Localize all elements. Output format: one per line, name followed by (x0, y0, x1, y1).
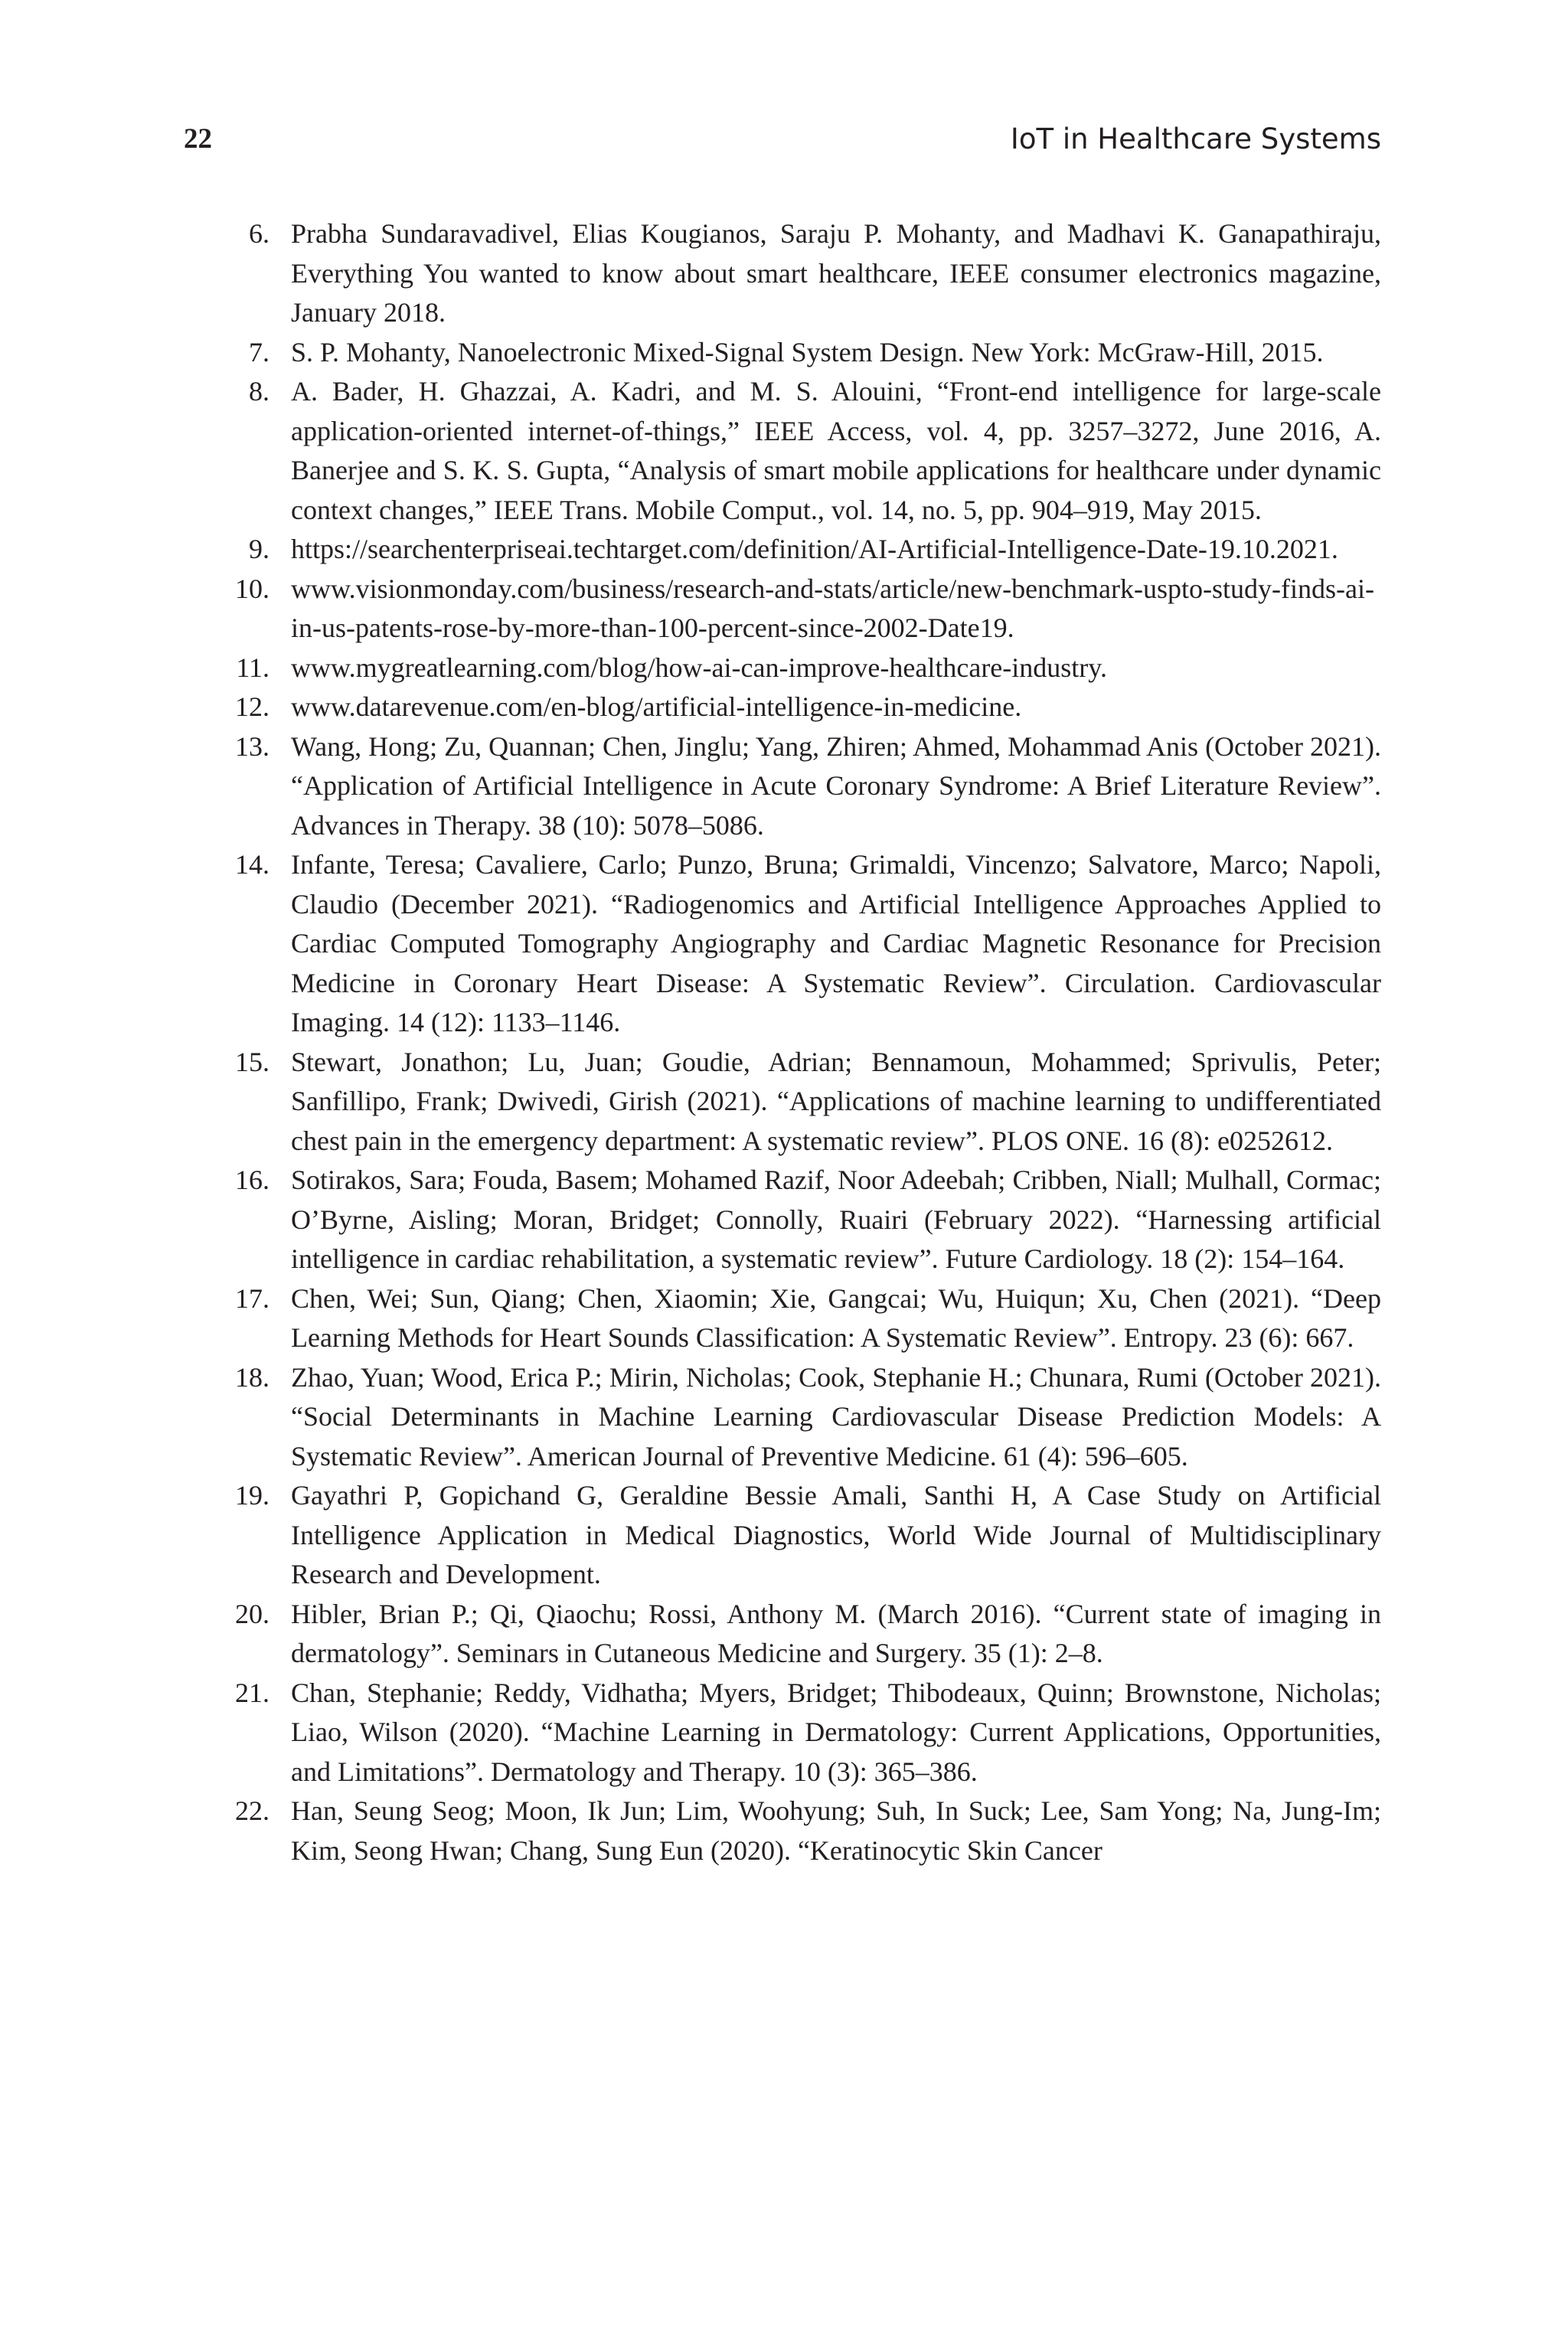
book-title: IoT in Healthcare Systems (1010, 122, 1381, 155)
reference-text: Hibler, Brian P.; Qi, Qiaochu; Rossi, Anthony M. (March 2016). “Current state of imaging in dermatology”. Seminars in Cutaneous Medicine and Surgery. 35 (1): 2–8. (291, 1598, 1381, 1668)
reference-text: Infante, Teresa; Cavaliere, Carlo; Punzo, Bruna; Grimaldi, Vincenzo; Salvatore, Marco; Napoli, Claudio (December 2021). “Radiogenomics and Artificial Intelligence Approaches Applied to Cardiac Computed Tomography Angiography and Cardiac Magnetic Resonance for Precision Medicine in Coronary Heart Disease: A Systematic Review”. Circulation. Cardiovascular Imaging. 14 (12): 1133–1146. (291, 849, 1381, 1037)
reference-number: 7. (249, 336, 270, 368)
reference-item (214, 1792, 1381, 1870)
reference-item (214, 1476, 1381, 1595)
reference-number: 12. (235, 691, 270, 722)
reference-text: Stewart, Jonathon; Lu, Juan; Goudie, Adrian; Bennamoun, Mohammed; Sprivulis, Peter; Sanfillipo, Frank; Dwivedi, Girish (2021). “Applications of machine learning to undifferentiated chest pain in the emergency department: A systematic review”. PLOS ONE. 16 (8): e0252612. (291, 1046, 1381, 1156)
reference-item (214, 845, 1381, 1043)
reference-item (214, 214, 1381, 333)
reference-number: 18. (235, 1361, 270, 1393)
reference-number: 11. (236, 652, 270, 683)
reference-item (214, 570, 1381, 648)
reference-text: A. Bader, H. Ghazzai, A. Kadri, and M. S. Alouini, “Front-end intelligence for large-scale application-oriented internet-of-things,” IEEE Access, vol. 4, pp. 3257–3272, June 2016, A. Banerjee and S. K. S. Gupta, “Analysis of smart mobile applications for healthcare under dynamic context changes,” IEEE Trans. Mobile Comput., vol. 14, no. 5, pp. 904–919, May 2015. (291, 376, 1381, 525)
reference-item (214, 1279, 1381, 1358)
reference-item (214, 1595, 1381, 1674)
reference-url: www.visionmonday.com/business/research-and-stats/article/new-benchmark-uspto-study-finds-ai-in-us-patents-rose-by-more-than-100-percent-since-2002-Date19. (291, 573, 1374, 643)
reference-text: Prabha Sundaravadivel, Elias Kougianos, Saraju P. Mohanty, and Madhavi K. Ganapathiraju, Everything You wanted to know about smart healthcare, IEEE consumer electronics magazine, January 2018. (291, 218, 1381, 328)
reference-number: 14. (235, 849, 270, 880)
reference-number: 19. (235, 1480, 270, 1511)
reference-number: 13. (235, 730, 270, 762)
reference-item (214, 688, 1381, 727)
reference-text: Chan, Stephanie; Reddy, Vidhatha; Myers, Bridget; Thibodeaux, Quinn; Brownstone, Nicholas; Liao, Wilson (2020). “Machine Learning in Dermatology: Current Applications, Opportunities, and Limitations”. Dermatology and Therapy. 10 (3): 365–386. (291, 1677, 1381, 1787)
reference-text: Wang, Hong; Zu, Quannan; Chen, Jinglu; Yang, Zhiren; Ahmed, Mohammad Anis (October 2021). “Application of Artificial Intelligence in Acute Coronary Syndrome: A Brief Literature Review”. Advances in Therapy. 38 (10): 5078–5086. (291, 730, 1381, 841)
reference-item (214, 1161, 1381, 1279)
reference-number: 20. (235, 1598, 270, 1629)
reference-text: S. P. Mohanty, Nanoelectronic Mixed-Signal System Design. New York: McGraw-Hill, 2015. (291, 336, 1324, 368)
reference-url: https://searchenterpriseai.techtarget.com/definition/AI-Artificial-Intelligence-Date-19.10.2021. (291, 534, 1338, 564)
reference-number: 8. (249, 376, 270, 407)
reference-number: 21. (235, 1677, 270, 1708)
reference-item (214, 372, 1381, 530)
reference-item (214, 1043, 1381, 1161)
reference-item (214, 648, 1381, 688)
reference-item (214, 1358, 1381, 1477)
reference-number: 16. (235, 1165, 270, 1195)
reference-item (214, 1674, 1381, 1792)
reference-text: Gayathri P, Gopichand G, Geraldine Bessie Amali, Santhi H, A Case Study on Artificial Intelligence Application in Medical Diagnostics, World Wide Journal of Multidisciplinary Research and Development. (291, 1480, 1381, 1589)
reference-item (214, 530, 1381, 570)
reference-number: 17. (235, 1282, 270, 1314)
reference-text: Sotirakos, Sara; Fouda, Basem; Mohamed Razif, Noor Adeebah; Cribben, Niall; Mulhall, Cormac; O’Byrne, Aisling; Moran, Bridget; Connolly, Ruairi (February 2022). “Harnessing artificial intelligence in cardiac rehabilitation, a systematic review”. Future Cardiology. 18 (2): 154–164. (291, 1165, 1381, 1274)
reference-number: 6. (249, 218, 270, 249)
reference-item (214, 727, 1381, 846)
reference-number: 9. (249, 534, 270, 564)
reference-number: 15. (235, 1046, 270, 1077)
running-head (184, 116, 1381, 162)
page-number: 22 (184, 123, 212, 155)
reference-text: Han, Seung Seog; Moon, Ik Jun; Lim, Woohyung; Suh, In Suck; Lee, Sam Yong; Na, Jung-Im; Kim, Seong Hwan; Chang, Sung Eun (2020). “Keratinocytic Skin Cancer (291, 1795, 1381, 1866)
reference-list (214, 214, 1381, 1870)
reference-text: Zhao, Yuan; Wood, Erica P.; Mirin, Nicholas; Cook, Stephanie H.; Chunara, Rumi (October 2021). “Social Determinants in Machine Learning Cardiovascular Disease Prediction Models: A Systematic Review”. American Journal of Preventive Medicine. 61 (4): 596–605. (291, 1361, 1381, 1472)
reference-url: www.datarevenue.com/en-blog/artificial-intelligence-in-medicine. (291, 691, 1022, 722)
reference-url: www.mygreatlearning.com/blog/how-ai-can-improve-healthcare-industry. (291, 652, 1107, 683)
reference-number: 10. (235, 573, 270, 604)
reference-item (214, 333, 1381, 373)
reference-text: Chen, Wei; Sun, Qiang; Chen, Xiaomin; Xie, Gangcai; Wu, Huiqun; Xu, Chen (2021). “Deep Learning Methods for Heart Sounds Classification: A Systematic Review”. Entropy. 23 (6): 667. (291, 1282, 1381, 1353)
reference-number: 22. (235, 1795, 270, 1826)
